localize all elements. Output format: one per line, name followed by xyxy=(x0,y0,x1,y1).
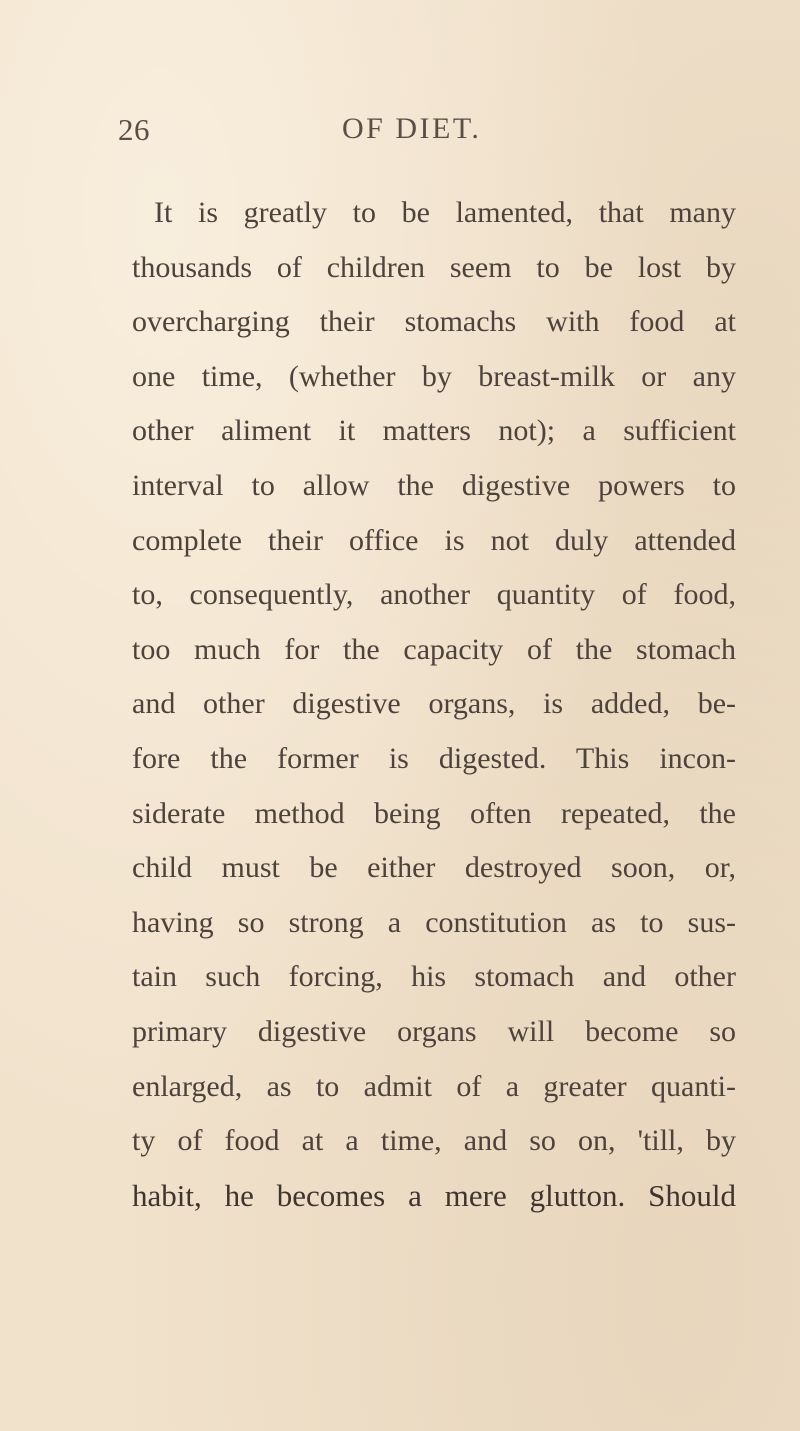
text-line: fore the former is digested. This incon- xyxy=(132,741,736,775)
text-line: habit, he becomes a mere glutton. Should xyxy=(132,1177,736,1213)
text-line: tain such forcing, his stomach and other xyxy=(132,960,736,994)
text-line: thousands of children seem to be lost by xyxy=(132,250,736,284)
text-line: interval to allow the digestive powers to xyxy=(132,468,736,502)
text-line: to, consequently, another quantity of food, xyxy=(132,578,736,612)
body-text xyxy=(132,186,736,1223)
text-line: ty of food at a time, and so on, 'till, by xyxy=(132,1124,736,1158)
text-line: one time, (whether by breast-milk or any xyxy=(132,359,736,393)
text-line: complete their office is not duly attended xyxy=(132,523,736,557)
page-number: 26 xyxy=(118,112,150,147)
running-title: OF DIET. xyxy=(342,112,482,145)
text-line: too much for the capacity of the stomach xyxy=(132,632,736,666)
text-line: having so strong a constitution as to sus- xyxy=(132,905,736,939)
text-line: child must be either destroyed soon, or, xyxy=(132,851,736,885)
text-line: and other digestive organs, is added, be- xyxy=(132,687,736,721)
running-head xyxy=(118,112,738,152)
text-line: overcharging their stomachs with food at xyxy=(132,305,736,339)
text-line: It is greatly to be lamented, that many xyxy=(154,196,736,229)
text-line: primary digestive organs will become so xyxy=(132,1014,736,1048)
text-line: other aliment it matters not); a sufficient xyxy=(132,414,736,448)
text-line: siderate method being often repeated, the xyxy=(132,796,736,830)
text-line: enlarged, as to admit of a greater quanti- xyxy=(132,1069,736,1103)
